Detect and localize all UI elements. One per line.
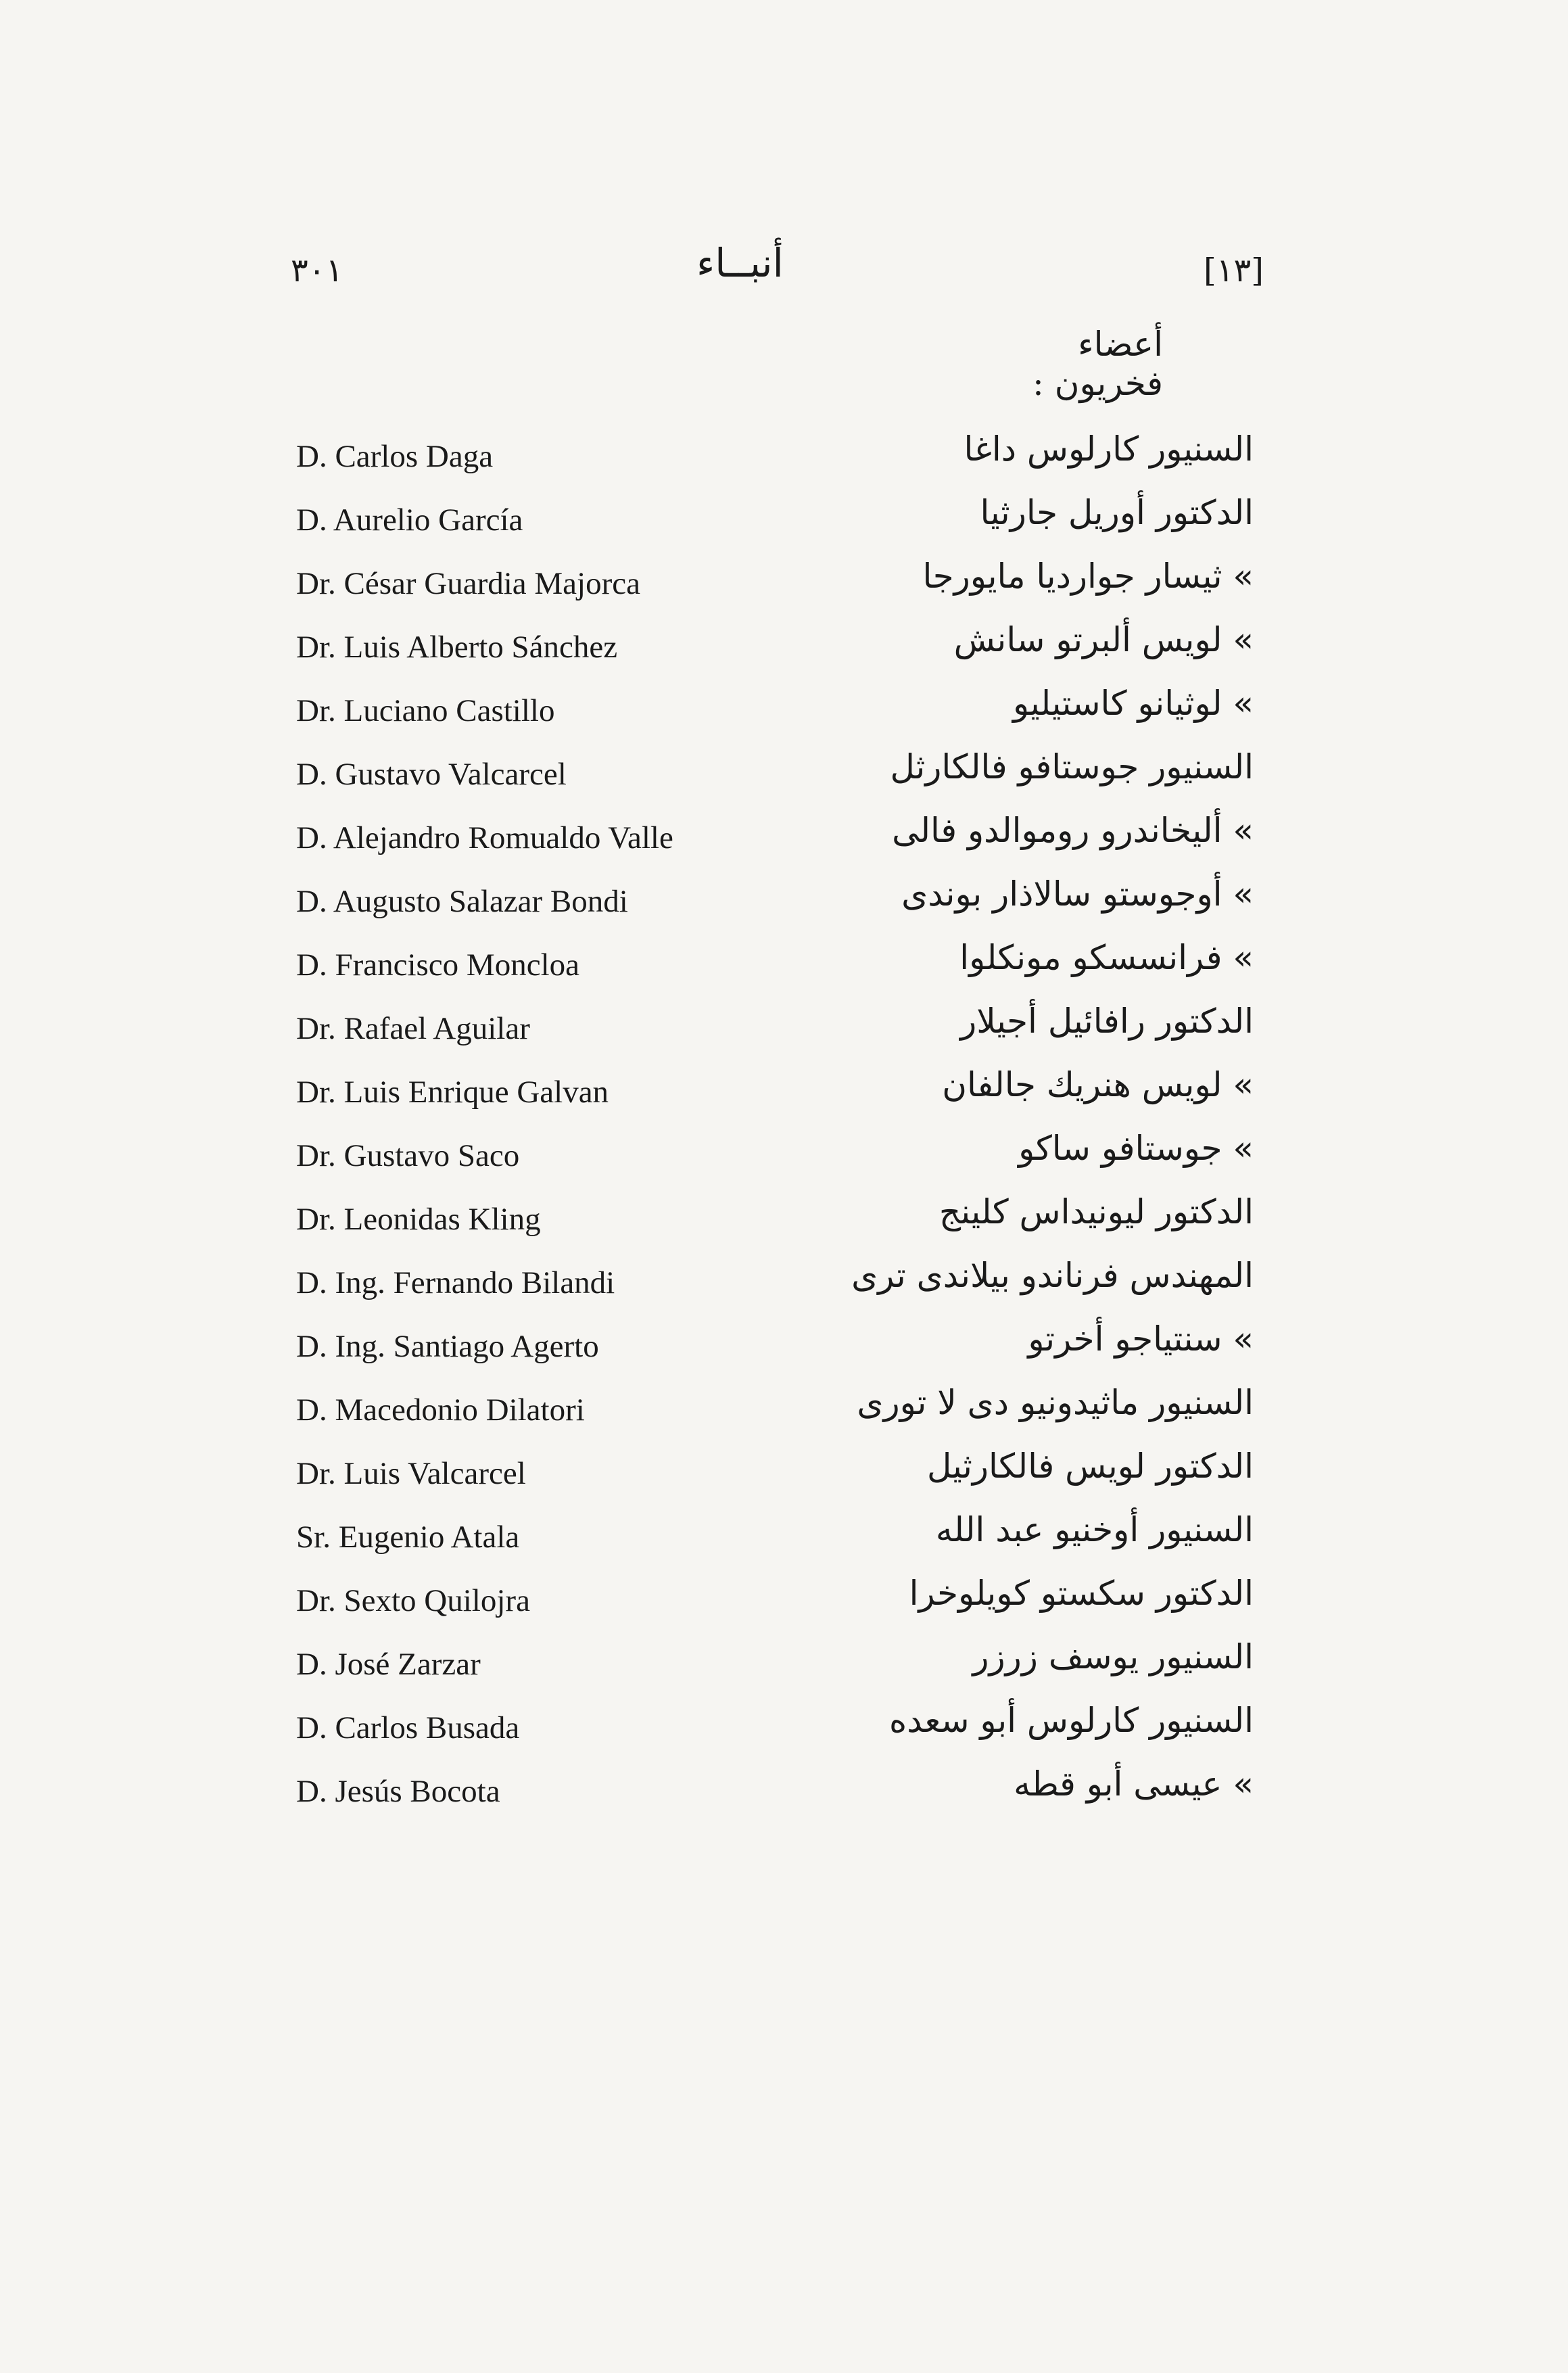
- member-row: [0, 1189, 1568, 1252]
- arabic-name: السنيور أوخنيو عبد الله: [935, 1510, 1254, 1549]
- latin-name: D. Francisco Moncloa: [296, 947, 579, 983]
- latin-name: D. Alejandro Romualdo Valle: [296, 820, 673, 855]
- member-row: [0, 553, 1568, 617]
- arabic-name: السنيور جوستافو فالكارثل: [890, 747, 1254, 786]
- latin-name: D. Augusto Salazar Bondi: [296, 884, 628, 919]
- member-row: [0, 1697, 1568, 1761]
- arabic-name: » جوستافو ساكو: [1018, 1129, 1254, 1168]
- latin-name: Dr. Leonidas Kling: [296, 1202, 541, 1237]
- latin-name: Dr. Luis Alberto Sánchez: [296, 630, 618, 665]
- member-row: [0, 1761, 1568, 1825]
- member-row: [0, 617, 1568, 680]
- latin-name: D. Macedonio Dilatori: [296, 1392, 585, 1428]
- latin-name: D. Jesús Bocota: [296, 1774, 500, 1809]
- member-row: [0, 1125, 1568, 1189]
- arabic-name: » عيسى أبو قطه: [1014, 1764, 1254, 1804]
- arabic-name: » أليخاندرو روموالدو فالى: [892, 811, 1254, 850]
- latin-name: D. Carlos Busada: [296, 1710, 520, 1745]
- section-number: [١٣]: [1204, 252, 1264, 289]
- latin-name: Dr. Gustavo Saco: [296, 1138, 520, 1173]
- arabic-name: المهندس فرناندو بيلاندى ترى: [851, 1256, 1254, 1295]
- member-row: [0, 490, 1568, 553]
- arabic-name: » فرانسسكو مونكلوا: [959, 938, 1254, 977]
- latin-name: Sr. Eugenio Atala: [296, 1520, 520, 1555]
- member-row: [0, 1634, 1568, 1697]
- arabic-name: الدكتور لويس فالكارثيل: [927, 1447, 1254, 1486]
- page-number: ٣٠١: [291, 252, 343, 289]
- arabic-name: الدكتور أوريل جارثيا: [980, 493, 1254, 532]
- member-row: [0, 426, 1568, 490]
- arabic-name: السنيور يوسف زرزر: [972, 1637, 1254, 1676]
- member-row: [0, 998, 1568, 1062]
- arabic-name: » لويس ألبرتو سانش: [953, 620, 1254, 659]
- member-row: [0, 1443, 1568, 1507]
- latin-name: D. Carlos Daga: [296, 439, 494, 474]
- arabic-name: » سنتياجو أخرتو: [1028, 1319, 1254, 1359]
- latin-name: Dr. Luciano Castillo: [296, 693, 555, 728]
- member-row: [0, 935, 1568, 998]
- arabic-name: السنيور كارلوس داغا: [964, 429, 1254, 469]
- member-row: [0, 1380, 1568, 1443]
- member-row: [0, 1252, 1568, 1316]
- arabic-name: » لوثيانو كاستيليو: [1012, 684, 1254, 723]
- latin-name: D. Gustavo Valcarcel: [296, 757, 567, 792]
- member-row: [0, 1570, 1568, 1634]
- arabic-name: الدكتور سكستو كويلوخرا: [909, 1574, 1254, 1613]
- member-row: [0, 1316, 1568, 1380]
- member-row: [0, 1062, 1568, 1125]
- member-row: [0, 807, 1568, 871]
- latin-name: Dr. César Guardia Majorca: [296, 566, 640, 601]
- section-heading: أعضاء فخريون :: [1032, 325, 1163, 403]
- latin-name: Dr. Sexto Quilojra: [296, 1583, 530, 1618]
- arabic-name: » لويس هنريك جالفان: [942, 1065, 1254, 1104]
- latin-name: D. Aurelio García: [296, 502, 523, 538]
- arabic-name: السنيور ماثيدونيو دى لا تورى: [857, 1383, 1254, 1422]
- running-title: أنبــاء: [696, 240, 784, 286]
- member-row: [0, 871, 1568, 935]
- arabic-name: » ثيسار جوارديا مايورجا: [922, 557, 1254, 596]
- member-row: [0, 680, 1568, 744]
- latin-name: D. Ing. Santiago Agerto: [296, 1329, 599, 1364]
- arabic-name: الدكتور رافائيل أجيلار: [960, 1002, 1254, 1041]
- arabic-name: الدكتور ليونيداس كلينج: [939, 1192, 1254, 1231]
- members-list: [0, 426, 1568, 1825]
- arabic-name: » أوجوستو سالاذار بوندى: [901, 874, 1254, 914]
- member-row: [0, 744, 1568, 807]
- latin-name: D. Ing. Fernando Bilandi: [296, 1265, 615, 1300]
- latin-name: D. José Zarzar: [296, 1647, 481, 1682]
- latin-name: Dr. Luis Enrique Galvan: [296, 1075, 609, 1110]
- latin-name: Dr. Rafael Aguilar: [296, 1011, 530, 1046]
- arabic-name: السنيور كارلوس أبو سعده: [889, 1701, 1254, 1740]
- member-row: [0, 1507, 1568, 1570]
- latin-name: Dr. Luis Valcarcel: [296, 1456, 526, 1491]
